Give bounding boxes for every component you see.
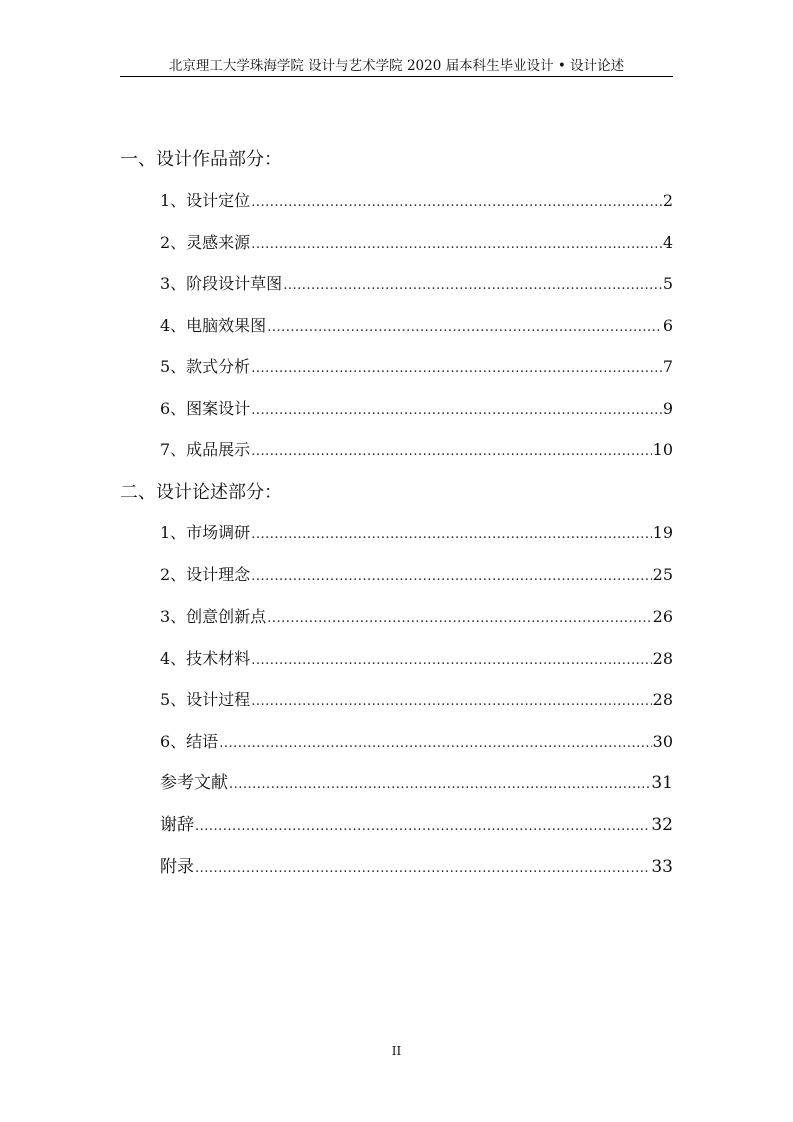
toc-leader-dots [219,732,651,756]
toc-entry-page: 30 [652,732,673,751]
toc-entry[interactable] [160,688,673,712]
toc-entry-page: 2 [662,191,673,210]
toc-leader-dots [251,440,651,464]
toc-entry-label: 附录 [160,857,194,877]
toc-entry[interactable] [160,563,673,587]
toc-entry-page: 5 [662,274,673,293]
toc-entry-page: 25 [652,565,673,584]
toc-entry-label: 4、技术材料 [160,649,251,668]
toc-leader-dots [195,857,650,881]
toc-leader-dots [283,274,662,298]
toc-entry-page: 33 [651,857,673,877]
toc-entry-label: 3、阶段设计草图 [160,274,283,293]
toc-leader-dots [251,690,651,714]
toc-leader-dots [229,773,650,797]
toc-entry-label: 谢辞 [160,815,194,835]
toc-entry-page: 19 [652,523,673,542]
toc-entry[interactable] [160,647,673,671]
toc-leader-dots [251,649,651,673]
toc-entry-page: 4 [662,233,673,252]
toc-entry-page: 9 [662,399,673,418]
toc-entry-page: 26 [652,607,673,626]
toc-leader-dots [251,399,662,423]
toc-entry-label: 5、设计过程 [160,690,251,709]
toc-entry-page: 7 [662,357,673,376]
toc-entry[interactable] [160,314,673,338]
section-title-design-discussion: 二、设计论述部分： [120,482,282,503]
toc-entry-label: 1、市场调研 [160,523,251,542]
toc-entry-appendix[interactable] [160,855,673,879]
toc-entry-page: 31 [651,773,673,793]
toc-leader-dots [251,565,651,589]
toc-entry-page: 10 [652,440,673,459]
toc-entry-page: 28 [652,690,673,709]
toc-entry-acknowledgements[interactable] [160,813,673,837]
toc-entry-label: 参考文献 [160,773,228,793]
toc-entry-label: 4、电脑效果图 [160,316,267,335]
toc-leader-dots [195,815,650,839]
page-header: 北京理工大学珠海学院 设计与艺术学院 2020 届本科生毕业设计 • 设计论述 [120,57,673,77]
section-title-design-works: 一、设计作品部分： [120,149,282,170]
toc-entry-label: 6、结语 [160,732,219,751]
page-number: II [391,1044,402,1058]
toc-entry[interactable] [160,397,673,421]
toc-entry[interactable] [160,605,673,629]
toc-entry[interactable] [160,355,673,379]
toc-entry-label: 7、成品展示 [160,440,251,459]
toc-entry-label: 2、设计理念 [160,565,251,584]
toc-entry-label: 1、设计定位 [160,191,251,210]
toc-leader-dots [251,523,651,547]
toc-entry[interactable] [160,189,673,213]
toc-leader-dots [251,233,662,257]
toc-entry-page: 6 [662,316,673,335]
toc-entry-label: 3、创意创新点 [160,607,267,626]
toc-entry[interactable] [160,730,673,754]
toc-entry-label: 2、灵感来源 [160,233,251,252]
toc-leader-dots [267,316,662,340]
toc-leader-dots [251,191,662,215]
toc-entry[interactable] [160,521,673,545]
toc-entry-label: 6、图案设计 [160,399,251,418]
toc-entry-label: 5、款式分析 [160,357,251,376]
toc-entry[interactable] [160,272,673,296]
toc-leader-dots [251,357,662,381]
toc-entry-references[interactable] [160,771,673,795]
toc-entry[interactable] [160,438,673,462]
toc-entry[interactable] [160,231,673,255]
toc-leader-dots [267,607,651,631]
toc-entry-page: 28 [652,649,673,668]
toc-entry-page: 32 [651,815,673,835]
